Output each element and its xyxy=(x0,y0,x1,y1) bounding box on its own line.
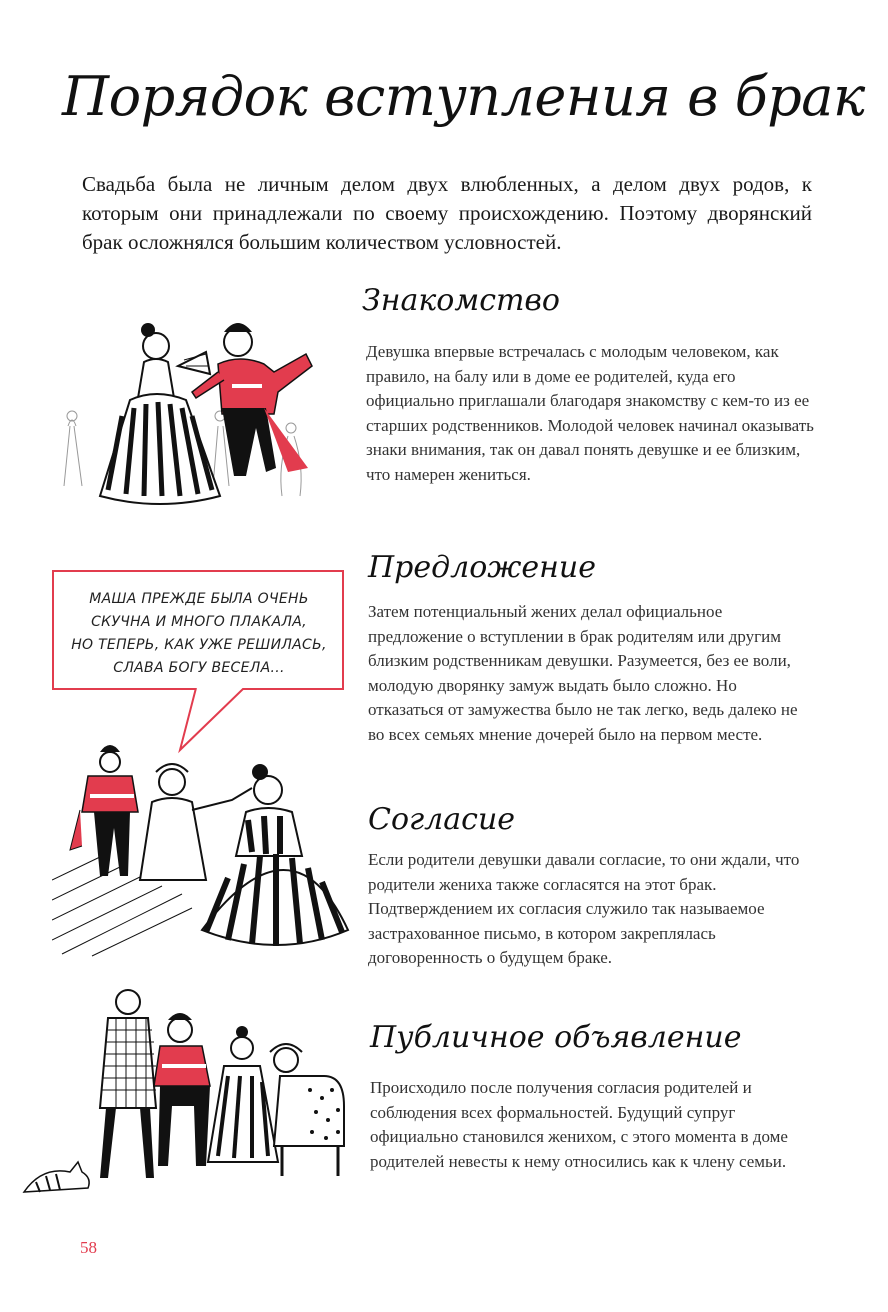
intro-paragraph: Свадьба была не личным делом двух влюбленных, а делом двух родов, к которым они принадлежали по своему происхождению. Поэтому дворянский брак осложнялся большим количеством условностей. xyxy=(82,172,812,254)
consent-scene-illustration xyxy=(52,740,352,970)
speech-line: СКУЧНА И МНОГО ПЛАКАЛА, xyxy=(91,614,307,630)
section-heading-announcement: Публичное объявление xyxy=(370,1020,742,1055)
speech-bubble-text xyxy=(58,588,340,680)
ball-meeting-illustration xyxy=(58,316,358,520)
page-title: Порядок вступления в брак xyxy=(62,65,865,128)
family-gathering-illustration xyxy=(20,986,350,1200)
section-heading-consent: Согласие xyxy=(368,802,516,837)
section-body-announcement: Происходило после получения согласия родителей и соблюдения всех формальностей. Будущий супруг официально становился женихом, с этого момента в доме родителей невесты к нему относились как к члену семьи. xyxy=(370,1078,788,1171)
page-number: 58 xyxy=(80,1238,97,1257)
section-body-consent: Если родители девушки давали согласие, то они ждали, что родители жениха также согласятся на этот брак. Подтверждением их согласия служило так называемое застрахованное письмо, в котором закреплялась договоренность о будущем браке. xyxy=(368,850,800,967)
section-body-acquaintance: Девушка впервые встречалась с молодым человеком, как правило, на балу или в доме ее родителей, куда его официально приглашали благодаря знакомству с кем-то из ее старших родственников. Молодой человек начинал оказывать знаки внимания, так он давал понять девушке и ее близким, что намерен жениться. xyxy=(366,342,814,484)
speech-line: МАША ПРЕЖДЕ БЫЛА ОЧЕНЬ xyxy=(89,591,309,607)
speech-line: СЛАВА БОГУ ВЕСЕЛА... xyxy=(113,660,285,676)
section-heading-acquaintance: Знакомство xyxy=(362,283,560,318)
section-heading-proposal: Предложение xyxy=(368,550,596,585)
speech-line: НО ТЕПЕРЬ, КАК УЖЕ РЕШИЛАСЬ, xyxy=(71,637,327,653)
section-body-proposal: Затем потенциальный жених делал официальное предложение о вступлении в брак родителям или другим близким родственникам девушки. Разумеется, без ее воли, молодую дворянку замуж выдать было сложно. Но отказаться от замужества было не так легко, ведь далеко не во всех семьях мнение дочерей было на первом месте. xyxy=(368,602,798,744)
